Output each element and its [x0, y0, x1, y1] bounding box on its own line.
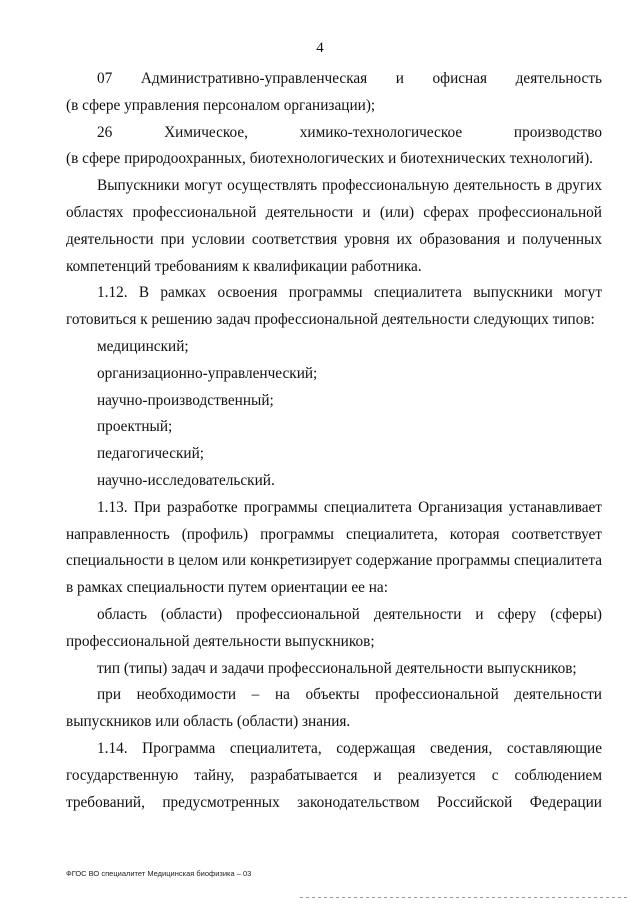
activity-type-item: научно-производственный; — [97, 391, 274, 409]
page-number: 4 — [316, 40, 324, 56]
area-word: химико-технологическое — [299, 123, 463, 141]
area-word: и — [395, 70, 404, 87]
orientation-item: при необходимости – на объекты профессиональной деятельности выпускников или область (области) знания. — [66, 686, 602, 731]
activity-type-item: педагогический; — [97, 445, 205, 463]
document-footer: ФГОС ВО специалитет Медицинская биофизика – 03 — [66, 869, 252, 878]
area-word: деятельность — [515, 70, 602, 87]
paragraph-1-12: 1.12. В рамках освоения программы специалитета выпускники могут готовиться к решению задач профессиональной деятельности следующих типов: — [66, 284, 602, 329]
area-code: 07 — [97, 70, 113, 87]
paragraph-1-14: 1.14. Программа специалитета, содержащая сведения, составляющие государственную тайну, разрабатывается и реализуется с соблюдением требований, предусмотренных законодательством Российской Федерации — [66, 739, 602, 811]
area-26-continuation: (в сфере природоохранных, биотехнологических и биотехнических технологий). — [66, 150, 594, 168]
activity-type-item: медицинский; — [97, 337, 189, 355]
activity-area-07 — [66, 66, 602, 93]
orientation-item: область (области) профессиональной деятельности и сферу (сферы) профессиональной деятельности выпускников; — [66, 605, 602, 650]
activity-type-item: организационно-управленческий; — [97, 364, 318, 382]
area-code: 26 — [97, 123, 113, 141]
activity-type-item: научно-исследовательский. — [97, 471, 275, 489]
paragraph-1-13: 1.13. При разработке программы специалитета Организация устанавливает направленность (профиль) программы специалитета, которая соответствует специальности в целом или конкретизирует содержание программы специалитета в рамках специальности путем ориентации ее на: — [66, 498, 602, 597]
area-07-continuation: (в сфере управления персоналом организации); — [66, 96, 376, 114]
paragraph-graduates: Выпускники могут осуществлять профессиональную деятельность в других областях профессиональной деятельности и (или) сферах профессиональной деятельности при условии соответствия уровня их образования и полученных компетенций требованиям к квалификации работника. — [66, 177, 602, 275]
activity-area-26 — [66, 120, 602, 147]
activity-type-item: проектный; — [97, 418, 173, 436]
area-word: офисная — [432, 70, 488, 87]
document-body — [66, 66, 602, 816]
area-word: производство — [513, 123, 602, 141]
scan-divider — [300, 897, 630, 898]
orientation-item: тип (типы) задач и задачи профессиональной деятельности выпускников; — [97, 659, 577, 677]
area-word: Административно-управленческая — [140, 70, 368, 87]
area-word: Химическое, — [164, 123, 248, 141]
